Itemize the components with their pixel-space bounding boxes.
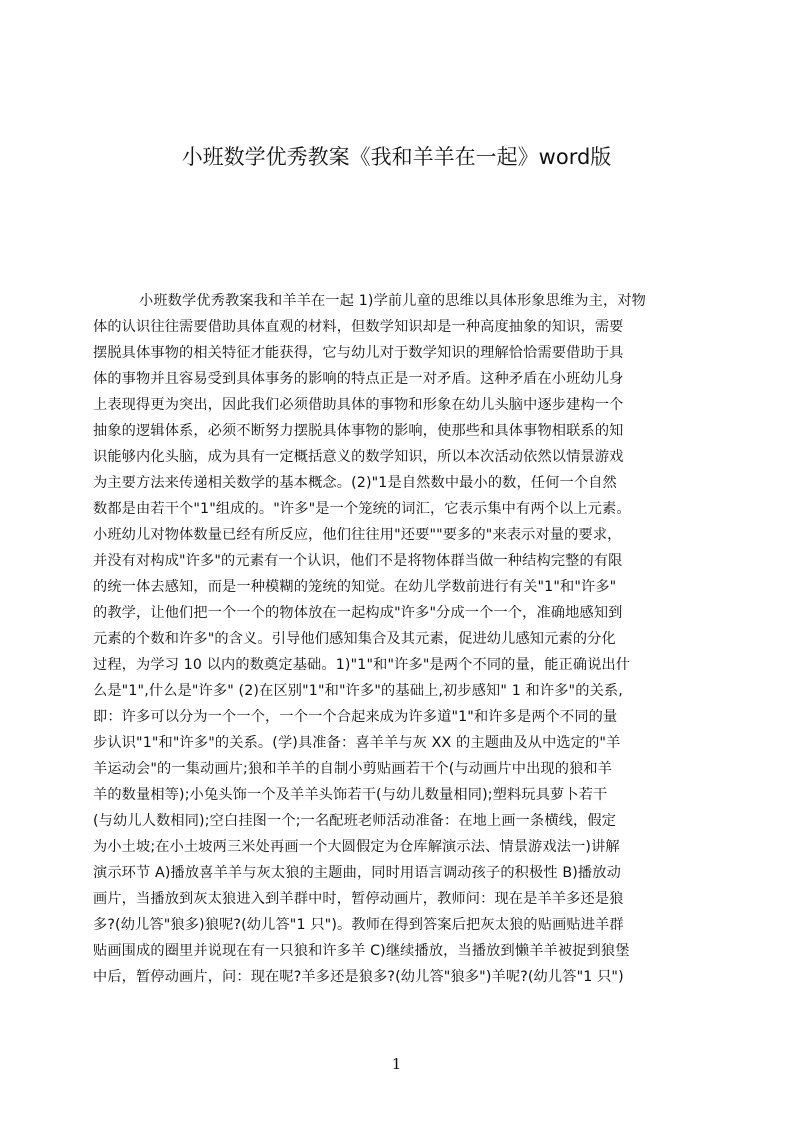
document-title: 小班数学优秀教案《我和羊羊在一起》word版 (181, 145, 612, 169)
body-text-line: 羊的数量相等);小兔头饰一个及羊羊头饰若干(与幼儿数量相同);塑料玩具萝卜若干 (93, 787, 608, 803)
body-text-line: 上表现得更为突出，因此我们必须借助具体的事物和形象在幼儿头脑中逐步建构一个 (93, 397, 624, 413)
body-text-line: 摆脱具体事物的相关特征才能获得，它与幼儿对于数学知识的理解恰恰需要借助于具 (93, 345, 624, 361)
body-text-line: 羊运动会"的一集动画片;狼和羊羊的自制小剪贴画若干个(与动画片中出现的狼和羊 (93, 761, 613, 777)
body-text-line: 数都是由若干个"1"组成的。"许多"是一个笼统的词汇，它表示集中有两个以上元素。 (93, 501, 631, 517)
body-text-line: 么是"1",什么是"许多" (2)在区别"1"和"许多"的基础上,初步感知" 1 和许多"的关系, (93, 683, 623, 699)
body-text-line: 抽象的逻辑体系，必须不断努力摆脱具体事物的影响，使那些和具体事物相联系的知 (93, 423, 624, 439)
body-text-line: 为小土坡;在小土坡两三米处再画一个大圆假定为仓库解演示法、情景游戏法一)讲解 (93, 839, 620, 855)
document-body (93, 288, 697, 1016)
body-text-line: 步认识"1"和"许多"的关系。(学)具准备：喜羊羊与灰 XX 的主题曲及从中选定的"羊 (93, 735, 621, 751)
body-text-line: 中后，暂停动画片，问：现在呢?羊多还是狼多?(幼儿答"狼多")羊呢?(幼儿答"1 只") (93, 969, 624, 985)
body-text-line: (与幼儿人数相同);空白挂图一个;一名配班老师活动准备：在地上画一条横线，假定 (93, 813, 617, 829)
body-text-line: 即：许多可以分为一个一个，一个一个合起来成为许多道"1"和许多是两个不同的量 (93, 709, 618, 725)
body-text-line: 并没有对构成"许多"的元素有一个认识，他们不是将物体群当做一种结构完整的有限 (93, 553, 623, 569)
body-text-line: 识能够内化头脑，成为具有一定概括意义的数学知识，所以本次活动依然以情景游戏 (93, 449, 624, 465)
body-text-line: 体的事物并且容易受到具体事务的影响的特点正是一对矛盾。这种矛盾在小班幼儿身 (93, 371, 624, 387)
body-text-line: 小班幼儿对物体数量已经有所反应，他们往往用"还要""要多的"来表示对量的要求， (93, 527, 622, 543)
body-text-line: 的统一体去感知，而是一种模糊的笼统的知觉。在幼儿学数前进行有关"1"和"许多" (93, 579, 617, 595)
body-text-line: 小班数学优秀教案我和羊羊在一起 1)学前儿童的思维以具体形象思维为主，对物 (139, 293, 646, 309)
body-text-line: 多?(幼儿答"狼多)狼呢?(幼儿答"1 只")。教师在得到答案后把灰太狼的贴画贴进羊群 (93, 917, 624, 933)
body-text-line: 为主要方法来传递相关数学的基本概念。(2)"1是自然数中最小的数，任何一个自然 (93, 475, 617, 491)
body-text-line: 画片，当播放到灰太狼进入到羊群中时，暂停动画片，教师问：现在是羊羊多还是狼 (93, 891, 624, 907)
body-text-line: 的教学，让他们把一个一个的物体放在一起构成"许多"分成一个一个，准确地感知到 (93, 605, 623, 621)
body-text-line: 元素的个数和许多"的含义。引导他们感知集合及其元素，促进幼儿感知元素的分化 (93, 631, 616, 647)
page-number: 1 (391, 1055, 402, 1073)
body-text-line: 贴画围成的圈里并说现在有一只狼和许多羊 C)继续播放，当播放到懒羊羊被捉到狼堡 (93, 943, 630, 959)
body-text-line: 体的认识往往需要借助具体直观的材料，但数学知识却是一种高度抽象的知识，需要 (93, 319, 624, 335)
body-text-line: 过程，为学习 10 以内的数奠定基础。1)"1"和"许多"是两个不同的量，能正确说出什 (93, 657, 631, 673)
body-text-line: 演示环节 A)播放喜羊羊与灰太狼的主题曲，同时用语言调动孩子的积极性 B)播放动 (93, 865, 621, 881)
